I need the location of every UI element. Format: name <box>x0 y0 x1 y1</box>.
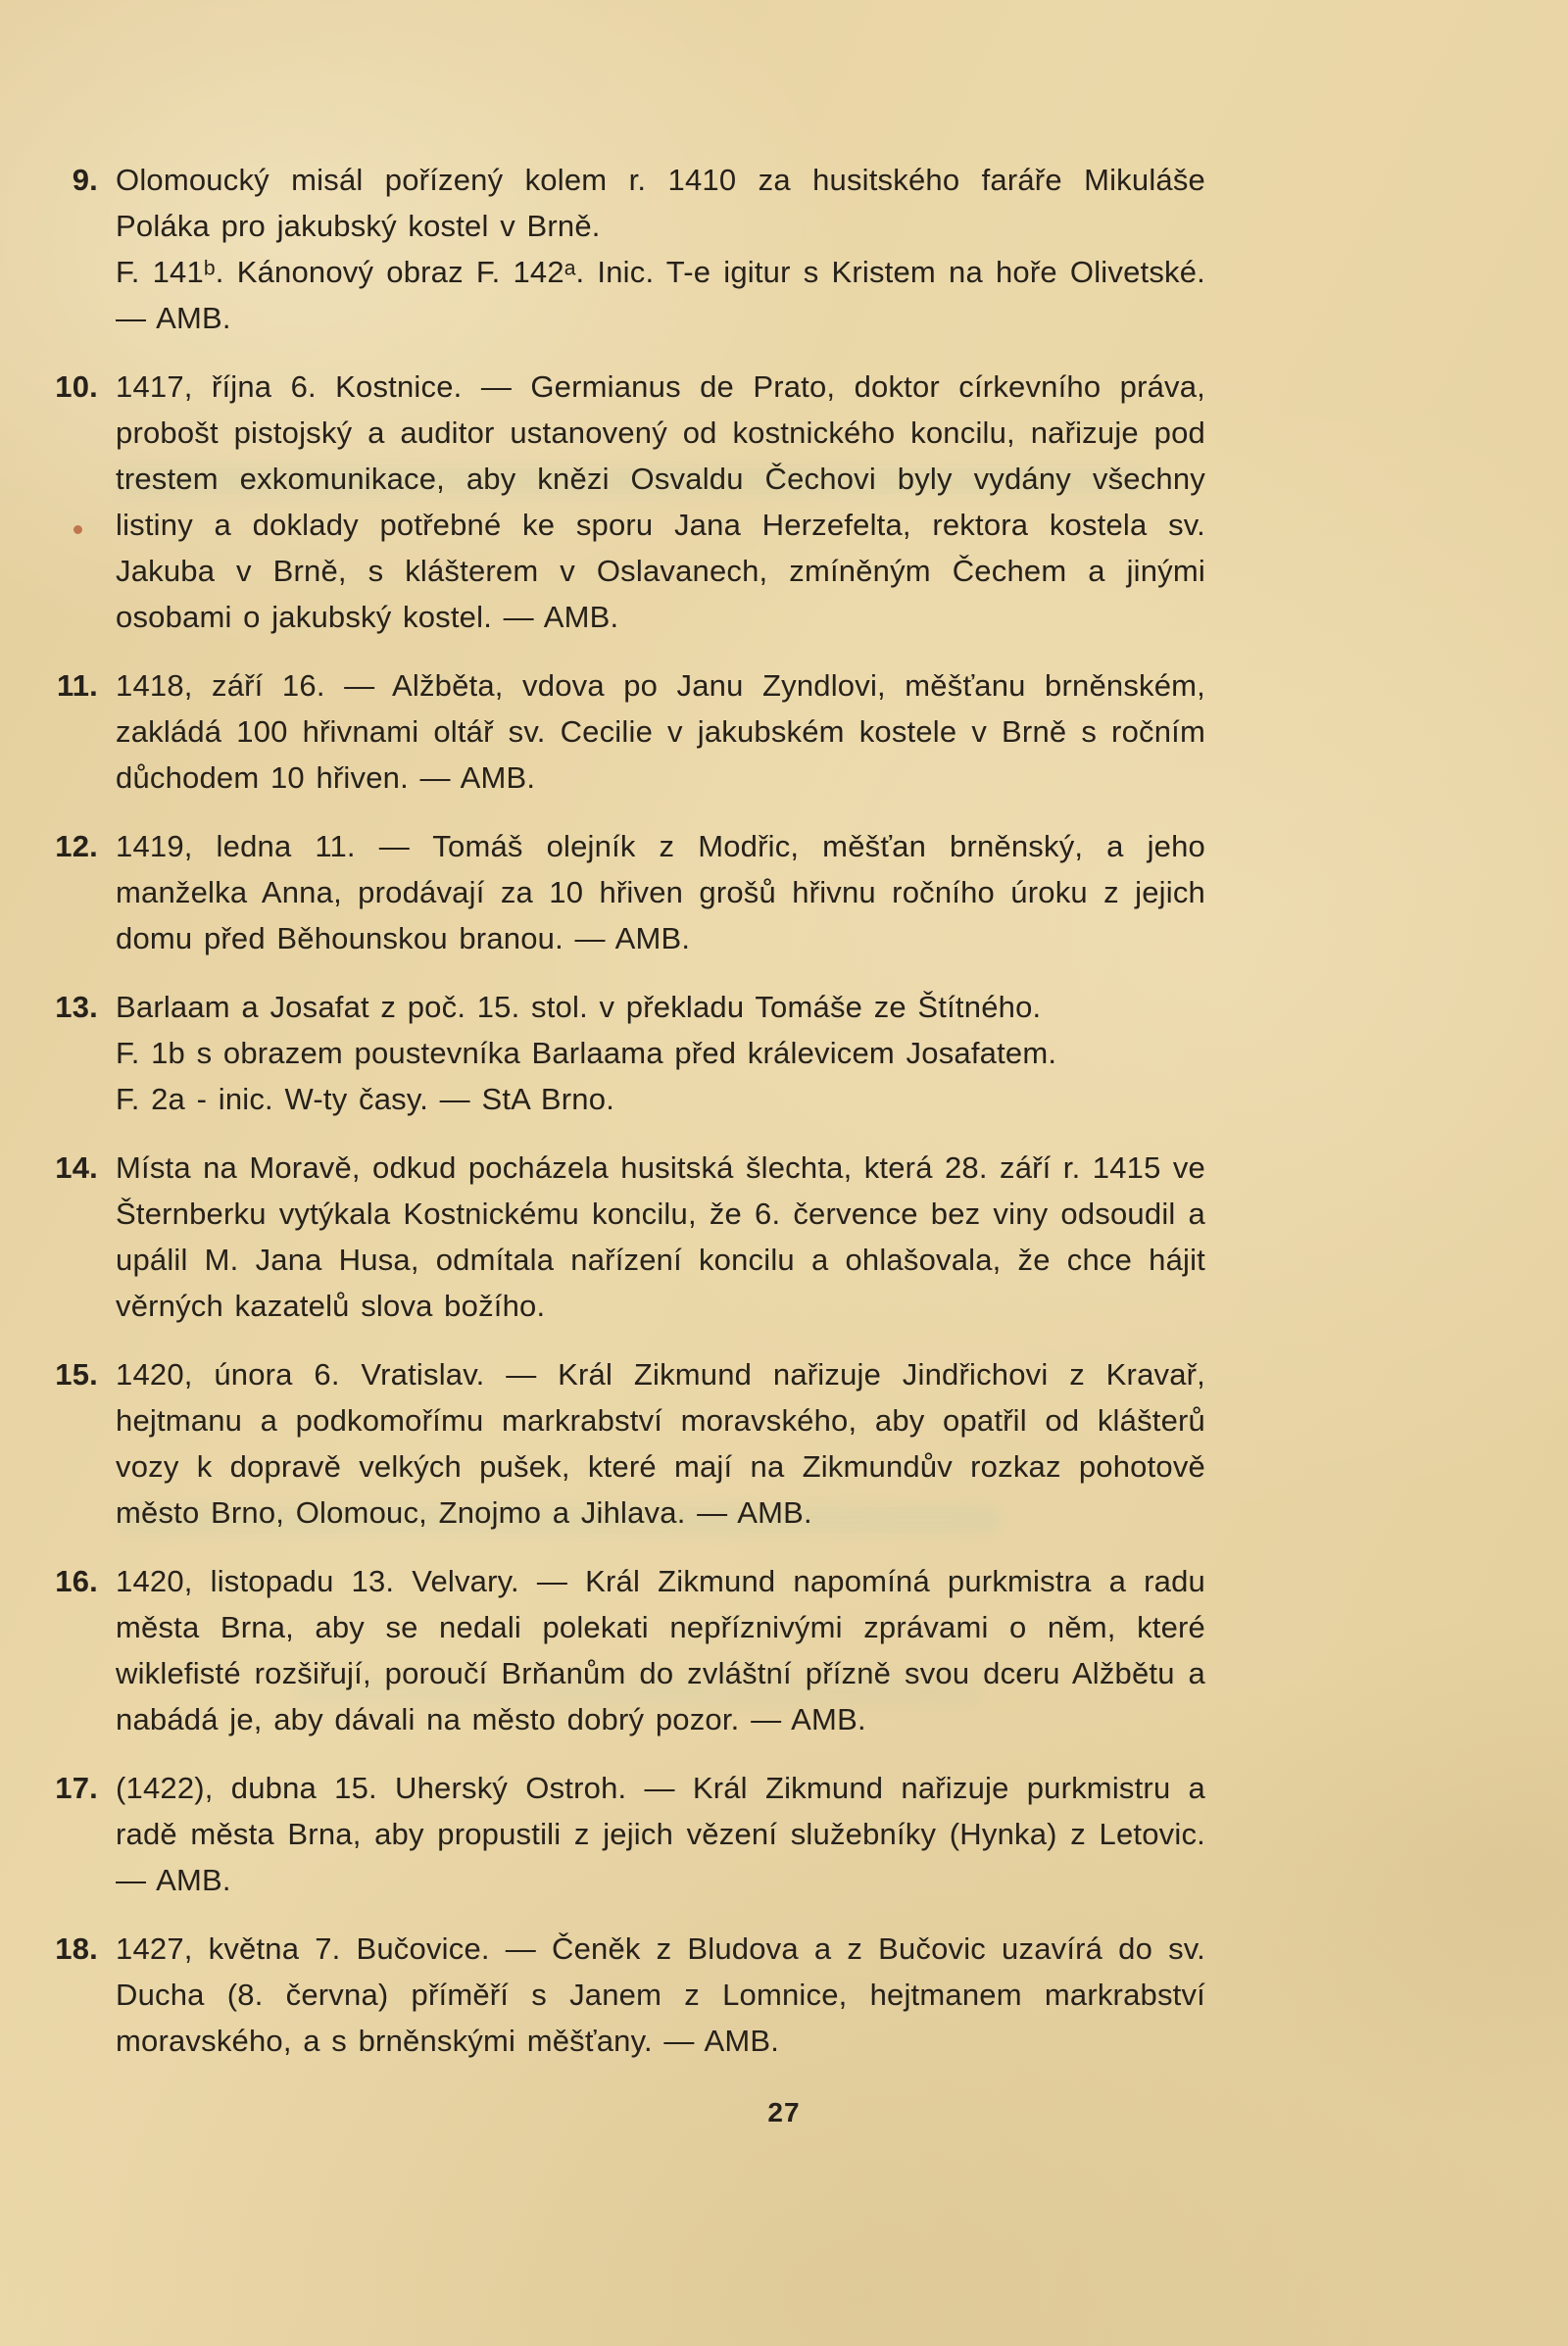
entry-text <box>116 823 1205 961</box>
entry-paragraph: Místa na Moravě, odkud pocházela husitská šlechta, která 28. září r. 1415 ve Šternberku vytýkala Kostnickému koncilu, že 6. července bez viny odsoudil a upálil M. Jana Husa, odmítala nařízení koncilu a ohlašovala, že chce hájit věrných kazatelů slova božího. <box>116 1150 1205 1323</box>
entry-paragraph: Barlaam a Josafat z poč. 15. stol. v překladu Tomáše ze Štítného. <box>116 990 1042 1024</box>
entry-number: 17. <box>55 1771 98 1805</box>
catalog-entry <box>0 984 1205 1122</box>
entry-paragraph: 1419, ledna 11. — Tomáš olejník z Modřic, měšťan brněnský, a jeho manželka Anna, prodávají za 10 hřiven grošů hřivnu ročního úroku z jejich domu před Běhounskou branou. — AMB. <box>116 829 1205 955</box>
entry-number: 10. <box>55 369 98 404</box>
entry-paragraph: (1422), dubna 15. Uherský Ostroh. — Král Zikmund nařizuje purkmistru a radě města Brna, aby propustili z jejich vězení služebníky (Hynka) z Letovic. — AMB. <box>116 1771 1205 1897</box>
page-number: 27 <box>767 2097 801 2127</box>
catalog-entry <box>0 823 1205 961</box>
entry-paragraph: 1420, února 6. Vratislav. — Král Zikmund nařizuje Jindřichovi z Kravař, hejtmanu a podkomořímu markrabství moravského, aby opatřil od klášterů vozy k dopravě velkých pušek, které mají na Zikmundův rozkaz pohotově město Brno, Olomouc, Znojmo a Jihlava. — AMB. <box>116 1357 1205 1530</box>
entry-paragraph: Olomoucký misál pořízený kolem r. 1410 za husitského faráře Mikuláše Poláka pro jakubský kostel v Brně. <box>116 163 1205 243</box>
entry-paragraph: F. 141ᵇ. Kánonový obraz F. 142ᵃ. Inic. T-e igitur s Kristem na hoře Olivetské. — AMB. <box>116 255 1205 335</box>
entry-number: 12. <box>55 829 98 863</box>
entry-paragraph: 1417, října 6. Kostnice. — Germianus de Prato, doktor církevního práva, probošt pistojský a auditor ustanovený od kostnického koncilu, nařizuje pod trestem exkomunikace, aby knězi Osvaldu Čechovi byly vydány všechny listiny a doklady potřebné ke sporu Jana Herzefelta, rektora kostela sv. Jakuba v Brně, s klášterem v Oslavanech, zmíněným Čechem a jinými osobami o jakubský kostel. — AMB. <box>116 369 1205 634</box>
entry-number: 11. <box>57 668 98 703</box>
entry-text <box>116 1351 1205 1536</box>
entry-paragraph: F. 2a - inic. W-ty časy. — StA Brno. <box>116 1082 615 1116</box>
entry-number: 9. <box>72 163 98 197</box>
entry-text <box>116 1926 1205 2064</box>
entry-number: 18. <box>55 1931 98 1966</box>
catalog-entry <box>0 662 1205 801</box>
catalog-entry <box>0 157 1205 341</box>
catalog-entry <box>0 1926 1205 2064</box>
entry-text <box>116 1558 1205 1742</box>
entry-paragraph: 1420, listopadu 13. Velvary. — Král Zikmund napomíná purkmistra a radu města Brna, aby se nedali polekati nepříznivými zprávami o něm, které wiklefisté rozšiřují, poroučí Brňanům do zvláštní přízně svou dceru Alžbětu a nabádá je, aby dávali na město dobrý pozor. — AMB. <box>116 1564 1205 1736</box>
catalog-entry <box>0 1145 1205 1329</box>
entry-paragraph: F. 1b s obrazem poustevníka Barlaama před králevicem Josafatem. <box>116 1036 1057 1070</box>
catalog-entry <box>0 1558 1205 1742</box>
entry-text <box>116 157 1205 341</box>
entry-list <box>0 157 1205 2086</box>
entry-number: 15. <box>55 1357 98 1392</box>
entry-paragraph: 1418, září 16. — Alžběta, vdova po Janu Zyndlovi, měšťanu brněnském, zakládá 100 hřivnami oltář sv. Cecilie v jakubském kostele v Brně s ročním důchodem 10 hřiven. — AMB. <box>116 668 1205 795</box>
entry-number: 14. <box>55 1150 98 1185</box>
entry-number: 13. <box>55 990 98 1024</box>
entry-text <box>116 984 1205 1122</box>
catalog-entry <box>0 1765 1205 1903</box>
entry-number: 16. <box>55 1564 98 1598</box>
catalog-entry <box>0 364 1205 640</box>
entry-text <box>116 1765 1205 1903</box>
entry-text <box>116 364 1205 640</box>
entry-paragraph: 1427, května 7. Bučovice. — Čeněk z Bludova a z Bučovic uzavírá do sv. Ducha (8. června) příměří s Janem z Lomnice, hejtmanem markrabství moravského, a s brněnskými měšťany. — AMB. <box>116 1931 1205 2058</box>
entry-text <box>116 662 1205 801</box>
catalog-entry <box>0 1351 1205 1536</box>
entry-text <box>116 1145 1205 1329</box>
